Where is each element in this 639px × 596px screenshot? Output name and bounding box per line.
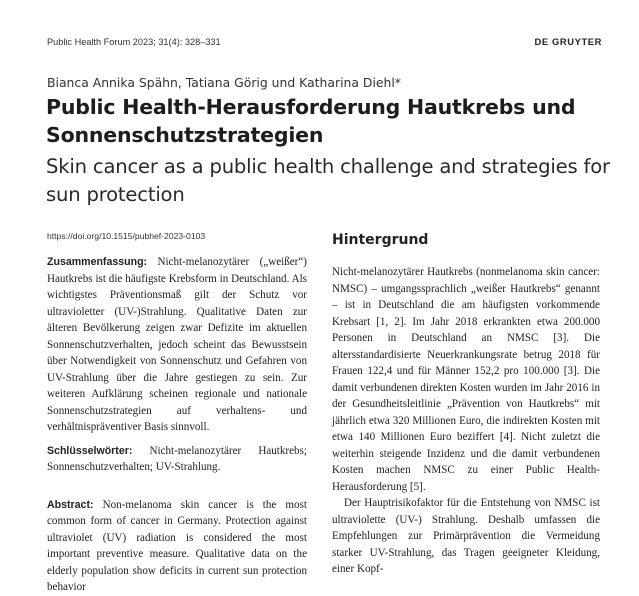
abstract-english-label: Abstract: [47, 498, 94, 511]
body-paragraph-1: Nicht-melanozytärer Hautkrebs (nonmelanoma skin cancer: NMSC) – umgangssprachlich „weißer Hautkrebs“ genannt – ist in Deutschland die am häufigsten vorkommende Krebsart [1, 2]. Im Jahr 2018 erkrankten etwa 200.000 Personen in Deutschland an NMSC [3]. Die altersstandardisierte Neuerkrankungsrate betrug 2018 für Frauen 122,4 und für Männer 152,2 pro 100.000 [3]. Die damit verbundenen direkten Kosten wurden im Jahr 2016 in der Gesundheitsleitlinie „Prävention von Hautkrebs“ mit jährlich etwa 320 Millionen Euro, die indirekten Kosten mit etwa 140 Millionen Euro beziffert [4]. Nicht zuletzt die weiterhin steigende Inzidenz und die damit verbundenen Kosten machen NMSC zu einer Public Health-Herausforderung [5]. [332, 266, 600, 493]
article-title-german: Public Health-Herausforderung Hautkrebs und Sonnenschutzstrategien [46, 95, 576, 147]
right-column [332, 230, 600, 578]
abstract-english [47, 497, 307, 596]
journal-citation: Public Health Forum 2023; 31(4): 328–331 [47, 37, 221, 47]
keywords-german-label: Schlüsselwörter: [47, 444, 133, 457]
abstract-english-text: Non-melanoma skin cancer is the most common form of cancer in Germany. Protection against ultraviolet (UV) radiation is considered the most important preventive measure. Qualitative data on the elderly population show deficits in current sun protection behavior [47, 498, 307, 593]
abstract-german-label: Zusammenfassung: [47, 256, 148, 268]
body-paragraph-2: Der Hauptrisikofaktor für die Entstehung von NMSC ist ultraviolette (UV-) Strahlung. Deshalb umfassen die Empfehlungen zur Primärprävention die Vermeidung starker UV-Strahlung, das Tragen geeigneter Kleidung, einer Kopf- [332, 497, 600, 575]
keywords-german [47, 443, 307, 476]
keywords-german-text: Nicht-melanozytärer Hautkrebs; Sonnenschutzverhalten; UV-Strahlung. [47, 444, 307, 473]
publisher-logo: DE GRUYTER [534, 36, 602, 47]
abstract-german [47, 254, 307, 436]
author-list: Bianca Annika Spähn, Tatiana Görig und Katharina Diehl* [47, 75, 401, 90]
left-column [47, 254, 307, 596]
article-title-english: Skin cancer as a public health challenge and strategies for sun protection [46, 155, 610, 206]
abstract-german-text: Nicht-melanozytärer („weißer“) Hautkrebs ist die häufigste Krebsform in Deutschland. Als wichtigstes Präventionsmaß gilt der Schutz vor ultravioletter (UV-)Strahlung. Qualitative Daten zur älteren Bevölkerung zeigen zwar Defizite im aktuellen Sonnenschutzverhalten, jedoch scheint das Bewusstsein über Notwendigkeit von Sonnenschutz und Gefahren von UV-Strahlung über die Jahre gestiegen zu sein. Zur weiteren Aufklärung scheinen regionale und nationale Sonnenschutzstrategien auf verhaltens- und verhältnispräventiver Basis sinnvoll. [47, 256, 307, 433]
section-heading-hintergrund: Hintergrund [332, 232, 429, 248]
doi-link[interactable]: https://doi.org/10.1515/pubhef-2023-0103 [47, 231, 206, 241]
